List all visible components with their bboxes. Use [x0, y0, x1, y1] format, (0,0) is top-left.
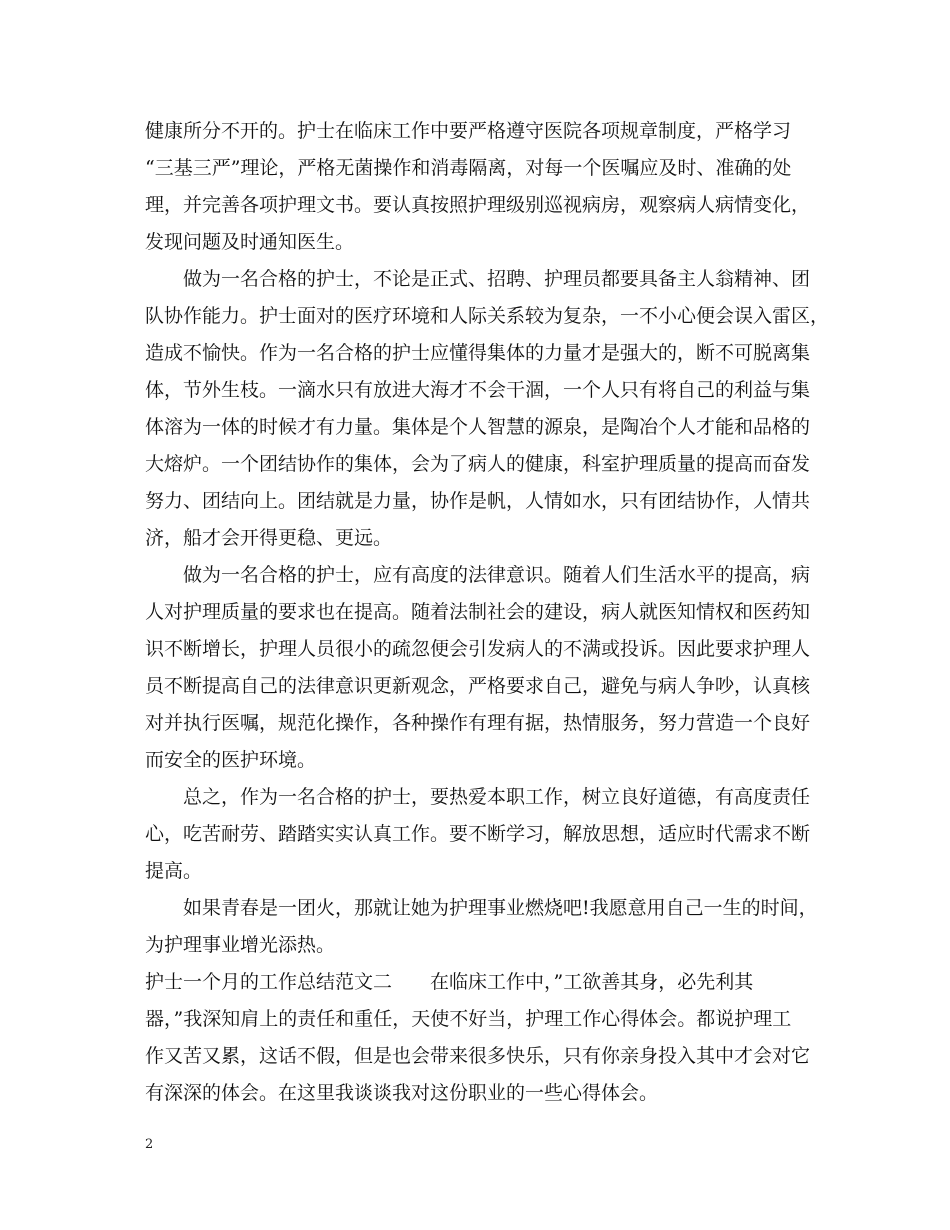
text-line: 作又苦又累，这话不假，但是也会带来很多快乐，只有你亲身投入其中才会对它 [145, 1045, 811, 1067]
section-heading-line: 护士一个月的工作总结范文二 在临床工作中，”工欲善其身，必先利其 [145, 971, 754, 993]
text-line: 器，”我深知肩上的责任和重任，天使不好当，护理工作心得体会。都说护理工 [145, 1008, 792, 1030]
text-line: 发现问题及时通知医生。 [145, 231, 355, 253]
text-line: 如果青春是一团火，那就让她为护理事业燃烧吧!我愿意用自己一生的时间， [145, 897, 818, 919]
text-line: 心，吃苦耐劳、踏踏实实认真工作。要不断学习，解放思想，适应时代需求不断 [145, 823, 811, 845]
text-line: 健康所分不开的。护士在临床工作中要严格遵守医院各项规章制度，严格学习 [145, 120, 792, 142]
text-line: 努力、团结向上。团结就是力量，协作是帆，人情如水，只有团结协作，人情共 [145, 490, 811, 512]
text-line: 总之，作为一名合格的护士，要热爱本职工作，树立良好道德，有高度责任 [145, 786, 811, 808]
text-line: 而安全的医护环境。 [145, 749, 317, 771]
text-line: 体，节外生枝。一滴水只有放进大海才不会干涸，一个人只有将自己的利益与集 [145, 379, 811, 401]
text-line: 员不断提高自己的法律意识更新观念，严格要求自己，避免与病人争吵，认真核 [145, 675, 811, 697]
text-line: 为护理事业增光添热。 [145, 934, 336, 956]
text-line: 提高。 [145, 860, 203, 882]
text-line: 有深深的体会。在这里我谈谈我对这份职业的一些心得体会。 [145, 1082, 659, 1104]
text-line: 人对护理质量的要求也在提高。随着法制社会的建设，病人就医知情权和医药知 [145, 601, 811, 623]
text-line: 做为一名合格的护士，不论是正式、招聘、护理员都要具备主人翁精神、团 [145, 268, 811, 290]
text-line: 做为一名合格的护士，应有高度的法律意识。随着人们生活水平的提高，病 [145, 564, 811, 586]
text-line: 队协作能力。护士面对的医疗环境和人际关系较为复杂，一不小心便会误入雷区， [145, 305, 830, 327]
text-line: 理，并完善各项护理文书。要认真按照护理级别巡视病房，观察病人病情变化， [145, 194, 811, 216]
text-line: 济，船才会开得更稳、更远。 [145, 527, 393, 549]
text-line: 识不断增长，护理人员很小的疏忽便会引发病人的不满或投诉。因此要求护理人 [145, 638, 811, 660]
text-line: 造成不愉快。作为一名合格的护士应懂得集体的力量才是强大的，断不可脱离集 [145, 342, 811, 364]
text-line: 体溶为一体的时候才有力量。集体是个人智慧的源泉，是陶冶个人才能和品格的 [145, 416, 811, 438]
text-line: 对并执行医嘱，规范化操作，各种操作有理有据，热情服务，努力营造一个良好 [145, 712, 811, 734]
text-line: “三基三严”理论，严格无菌操作和消毒隔离，对每一个医嘱应及时、准确的处 [145, 157, 792, 179]
text-line: 大熔炉。一个团结协作的集体，会为了病人的健康，科室护理质量的提高而奋发 [145, 453, 811, 475]
page-number: 2 [145, 1137, 154, 1152]
